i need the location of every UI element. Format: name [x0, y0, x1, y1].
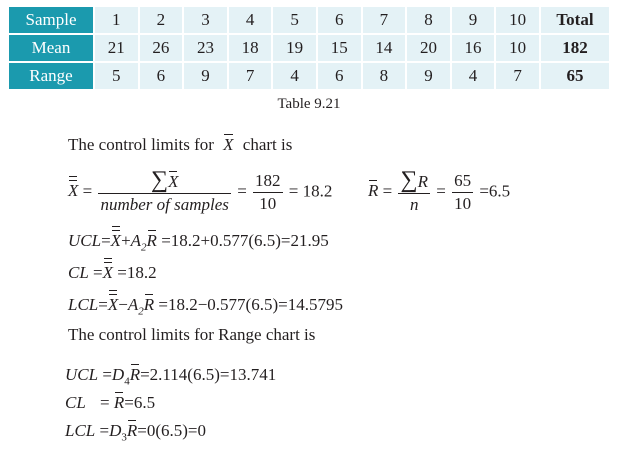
- rbar-fraction: $\frac{\sum R}{n}$: [400, 167, 428, 214]
- table-cell: 4: [272, 62, 317, 90]
- lcl-calculation: =0(6.5)=0: [137, 421, 207, 440]
- fraction-numerator: 182: [253, 171, 283, 193]
- row-header: Sample: [8, 6, 94, 34]
- table-cell: 20: [406, 34, 451, 62]
- table-cell: 5: [94, 62, 139, 90]
- xbarbar-symbol: X: [68, 181, 79, 201]
- table-cell: 19: [272, 34, 317, 62]
- cl-calculation: =18.2: [117, 263, 157, 282]
- rbar-formula: R = $\frac{\sum R}{n}$ = $\frac{65}{10}$ =6.5: [368, 167, 511, 214]
- xbar-ucl-formula: $UCL=X+A_2R =18.2+0.577(6.5)=21.95$: [68, 231, 329, 254]
- d-subscript: 4: [124, 375, 130, 388]
- ucl-label: UCL: [65, 365, 99, 384]
- table-cell: 10: [495, 34, 540, 62]
- total-cell: 65: [540, 62, 610, 90]
- table-cell: 9: [406, 62, 451, 90]
- lcl-label: LCL: [68, 295, 99, 314]
- row-header: Mean: [8, 34, 94, 62]
- table-cell: 7: [228, 62, 273, 90]
- xbar-intro-text: [68, 135, 292, 155]
- xbar-lcl-formula: $LCL=X-A_2R =18.2-0.577(6.5)=14.5795$: [68, 295, 343, 318]
- ucl-calculation: =2.114(6.5)=13.741: [140, 365, 277, 384]
- formula-result: = 18.2: [288, 181, 333, 201]
- xbarbar-fraction: $\frac{\sum X}{\text{number of samples}}$: [100, 167, 229, 214]
- table-cell: 9: [183, 62, 228, 90]
- table-cell: 7: [362, 6, 407, 34]
- table-cell: 6: [317, 62, 362, 90]
- table-cell: 4: [451, 62, 496, 90]
- table-row-range: [8, 62, 610, 90]
- table-cell: 6: [317, 6, 362, 34]
- table-cell: 8: [362, 62, 407, 90]
- cl-label: CL: [68, 263, 89, 282]
- formula-result: =6.5: [479, 181, 511, 201]
- total-cell: Total: [540, 6, 610, 34]
- table-row-mean: [8, 34, 610, 62]
- xbar-cl-formula: CL =X =18.2: [68, 263, 157, 282]
- d-subscript: 3: [121, 431, 127, 444]
- value-fraction: [253, 171, 283, 214]
- operator: +: [121, 231, 131, 250]
- cl-label: CL: [65, 393, 86, 412]
- table-cell: 7: [495, 62, 540, 90]
- table-caption: Table 9.21: [277, 96, 341, 112]
- range-intro-text: The control limits for Range chart is: [68, 325, 316, 344]
- table-row-sample: [8, 6, 610, 34]
- fraction-denominator: number of samples: [100, 195, 229, 214]
- table-cell: 26: [139, 34, 184, 62]
- row-header: Range: [8, 62, 94, 90]
- xbarbar-formula: X = $\frac{\sum X}{\text{number of samples}}$ = $\frac{182}{10}$ = 18.2: [68, 167, 333, 214]
- intro-text: The control limits for: [68, 135, 214, 154]
- table-cell: 9: [451, 6, 496, 34]
- total-cell: 182: [540, 34, 610, 62]
- d-factor: D: [109, 421, 122, 440]
- range-lcl-formula: LCL $=D_3R=0(6.5)=0$: [65, 421, 207, 444]
- value-fraction: [452, 171, 473, 214]
- table-cell: 6: [139, 62, 184, 90]
- table-cell: 3: [183, 6, 228, 34]
- table-cell: 21: [94, 34, 139, 62]
- sample-data-table: [7, 5, 611, 91]
- r-numerator: R: [417, 172, 428, 191]
- lcl-label: LCL: [65, 421, 96, 440]
- fraction-denominator: 10: [454, 194, 472, 213]
- lcl-calculation: =18.2−0.577(6.5)=14.5795: [158, 295, 343, 314]
- rbar-symbol: R: [368, 181, 379, 201]
- table-cell: 14: [362, 34, 407, 62]
- xbar-numerator: X: [168, 172, 179, 191]
- ucl-label: UCL: [68, 231, 102, 250]
- table-cell: 23: [183, 34, 228, 62]
- table-cell: 1: [94, 6, 139, 34]
- table-cell: 10: [495, 6, 540, 34]
- d-factor: D: [111, 365, 125, 384]
- table-cell: 4: [228, 6, 273, 34]
- xbar-symbol: X: [223, 135, 234, 154]
- fraction-denominator: n: [409, 195, 419, 214]
- fraction-numerator: 65: [452, 171, 473, 193]
- ucl-calculation: =18.2+0.577(6.5)=21.95: [161, 231, 329, 250]
- range-cl-formula: CL = R=6.5: [65, 393, 156, 412]
- table-cell: 16: [451, 34, 496, 62]
- fraction-denominator: 10: [259, 194, 277, 213]
- table-cell: 5: [272, 6, 317, 34]
- table-cell: 2: [139, 6, 184, 34]
- cl-calculation: =6.5: [124, 393, 156, 412]
- table-cell: 18: [228, 34, 273, 62]
- table-cell: 8: [406, 6, 451, 34]
- range-ucl-formula: UCL $=D_4R=2.114(6.5)=13.741$: [65, 365, 277, 388]
- intro-suffix: chart is: [242, 135, 293, 154]
- table-cell: 15: [317, 34, 362, 62]
- operator: −: [118, 295, 128, 314]
